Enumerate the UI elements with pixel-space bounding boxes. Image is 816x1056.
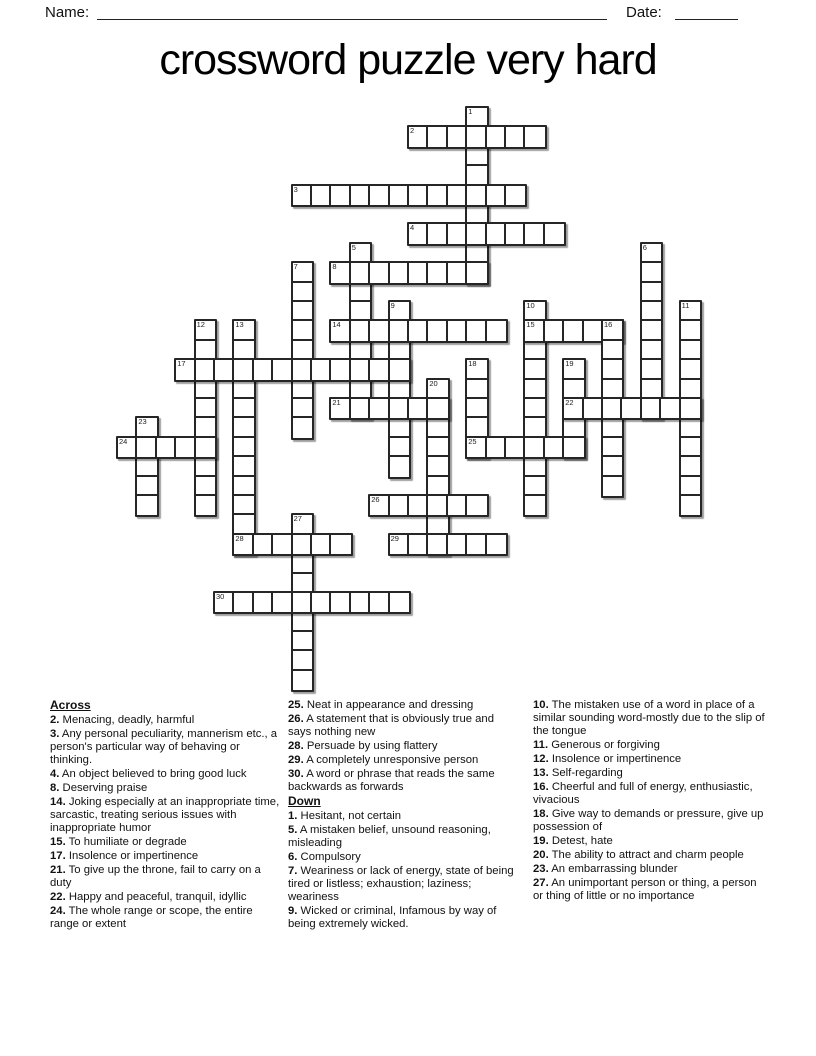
grid-cell[interactable]	[293, 321, 312, 340]
grid-cell[interactable]	[564, 321, 583, 340]
clue-number: 10.	[533, 699, 549, 711]
grid-cell[interactable]	[428, 457, 447, 476]
grid-cell[interactable]	[506, 224, 525, 243]
word-25-across	[465, 436, 585, 459]
grid-cell[interactable]	[603, 399, 622, 418]
grid-cell[interactable]	[351, 321, 370, 340]
grid-number-label: 3	[293, 184, 298, 194]
grid-cell[interactable]	[448, 496, 467, 515]
grid-number-label: 17	[177, 359, 186, 369]
grid-cell[interactable]	[467, 127, 486, 146]
clue-number: 25.	[288, 699, 304, 711]
clue-8: 8. Deserving praise	[50, 782, 148, 794]
grid-cell[interactable]	[428, 496, 447, 515]
clue-number: 5.	[288, 824, 298, 836]
clue-4: 4. An object believed to bring good luck	[50, 768, 247, 780]
clue-number: 18.	[533, 808, 549, 820]
clue-column-2	[288, 699, 517, 932]
word-8-across	[329, 261, 488, 284]
grid-cell[interactable]	[564, 418, 583, 437]
grid-cell[interactable]	[196, 380, 215, 399]
clue-10: 10. The mistaken use of a word in place of a similar sounding word-mostly due to the slip of the tongue	[533, 699, 765, 737]
grid-cell[interactable]	[370, 399, 389, 418]
grid-cell[interactable]	[448, 535, 467, 554]
clue-7: 7. Weariness or lack of energy, state of being tired or listless; exhaustion; laziness; weariness	[288, 865, 514, 903]
grid-cell[interactable]	[331, 535, 350, 554]
grid-cell[interactable]	[293, 554, 312, 573]
grid-cell[interactable]	[390, 321, 409, 340]
grid-cell[interactable]	[137, 477, 156, 496]
clue-13: 13. Self-regarding	[533, 767, 623, 779]
grid-cell[interactable]	[681, 438, 700, 457]
word-7-down	[291, 261, 314, 440]
grid-cell[interactable]	[293, 535, 312, 554]
clue-number: 30.	[288, 768, 304, 780]
grid-number-label: 13	[235, 320, 244, 330]
clue-number: 6.	[288, 851, 298, 863]
grid-cell[interactable]	[351, 263, 370, 282]
grid-cell[interactable]	[642, 341, 661, 360]
grid-cell[interactable]	[428, 535, 447, 554]
grid-cell[interactable]	[351, 186, 370, 205]
grid-cell[interactable]	[642, 263, 661, 282]
clue-6: 6. Compulsory	[288, 851, 361, 863]
down-heading: Down	[288, 794, 321, 808]
clue-number: 12.	[533, 753, 549, 765]
grid-cell[interactable]	[234, 380, 253, 399]
grid-cell[interactable]	[331, 593, 350, 612]
grid-cell[interactable]	[448, 321, 467, 340]
grid-cell[interactable]	[312, 535, 331, 554]
grid-cell[interactable]	[196, 457, 215, 476]
grid-cell[interactable]	[157, 438, 176, 457]
grid-cell[interactable]	[293, 418, 312, 437]
clue-number: 2.	[50, 714, 60, 726]
grid-cell[interactable]	[603, 341, 622, 360]
grid-cell[interactable]	[293, 651, 312, 670]
clue-23: 23. An embarrassing blunder	[533, 863, 678, 875]
grid-cell[interactable]	[196, 438, 215, 457]
grid-cell[interactable]	[254, 593, 273, 612]
grid-cell[interactable]	[467, 147, 486, 166]
grid-cell[interactable]	[234, 418, 253, 437]
grid-cell[interactable]	[642, 321, 661, 340]
date-label: Date:	[626, 4, 662, 21]
grid-cell[interactable]	[293, 612, 312, 631]
grid-cell[interactable]	[390, 399, 409, 418]
clue-3: 3. Any personal peculiarity, mannerism etc., a person's particular way of behaving or thinking.	[50, 728, 278, 766]
grid-cell[interactable]	[273, 360, 292, 379]
grid-cell[interactable]	[448, 224, 467, 243]
word-22-across	[562, 397, 702, 420]
clue-15: 15. To humiliate or degrade	[50, 836, 187, 848]
grid-cell[interactable]	[467, 399, 486, 418]
grid-cell[interactable]	[351, 593, 370, 612]
clue-number: 13.	[533, 767, 549, 779]
grid-cell[interactable]	[681, 360, 700, 379]
grid-cell[interactable]	[545, 224, 564, 243]
grid-cell[interactable]	[409, 496, 428, 515]
grid-cell[interactable]	[467, 496, 486, 515]
grid-number-label: 21	[332, 398, 341, 407]
grid-cell[interactable]	[137, 496, 156, 515]
grid-cell[interactable]	[273, 535, 292, 554]
grid-cell[interactable]	[196, 399, 215, 418]
grid-number-label: 15	[526, 320, 535, 330]
grid-cell[interactable]	[428, 438, 447, 457]
grid-cell[interactable]	[525, 399, 544, 418]
clue-number: 8.	[50, 782, 60, 794]
clue-22: 22. Happy and peaceful, tranquil, idyllic	[50, 891, 247, 903]
clue-16: 16. Cheerful and full of energy, enthusiastic, vivacious	[533, 781, 753, 806]
clue-14: 14. Joking especially at an inappropriate time, sarcastic, treating serious issues with inappropriate humor	[50, 796, 280, 834]
grid-cell[interactable]	[234, 399, 253, 418]
grid-number-label: 23	[138, 417, 147, 427]
grid-number-label: 24	[119, 436, 128, 446]
word-4-across	[407, 222, 566, 245]
clue-18: 18. Give way to demands or pressure, give up possession of	[533, 808, 764, 833]
clue-column-1	[50, 699, 280, 932]
word-28-across	[232, 533, 352, 556]
grid-cell[interactable]	[409, 321, 428, 340]
clue-number: 28.	[288, 740, 304, 752]
grid-number-label: 22	[565, 398, 574, 407]
clue-11: 11. Generous or forgiving	[533, 739, 660, 751]
clue-26: 26. A statement that is obviously true and says nothing new	[288, 713, 494, 738]
grid-cell[interactable]	[370, 360, 389, 379]
grid-cell[interactable]	[312, 593, 331, 612]
grid-cell[interactable]	[642, 399, 661, 418]
grid-cell[interactable]	[681, 496, 700, 515]
grid-number-label: 5	[351, 242, 356, 252]
grid-cell[interactable]	[681, 457, 700, 476]
clue-number: 4.	[50, 768, 60, 780]
grid-cell[interactable]	[603, 457, 622, 476]
grid-cell[interactable]	[603, 438, 622, 457]
clue-30: 30. A word or phrase that reads the same backwards as forwards	[288, 768, 495, 793]
across-heading: Across	[50, 698, 91, 712]
grid-number-label: 6	[642, 242, 647, 252]
grid-cell[interactable]	[234, 457, 253, 476]
grid-cell[interactable]	[409, 535, 428, 554]
grid-cell[interactable]	[234, 515, 253, 534]
grid-number-label: 29	[390, 533, 399, 543]
clue-5: 5. A mistaken belief, unsound reasoning, misleading	[288, 824, 491, 849]
word-17-across	[174, 358, 411, 381]
grid-cell[interactable]	[293, 671, 312, 690]
grid-cell[interactable]	[390, 593, 409, 612]
page-title: crossword puzzle very hard	[159, 36, 657, 84]
clue-number: 24.	[50, 905, 66, 917]
grid-cell[interactable]	[467, 186, 486, 205]
grid-cell[interactable]	[428, 399, 447, 418]
clue-number: 26.	[288, 713, 304, 725]
grid-cell[interactable]	[196, 496, 215, 515]
grid-cell[interactable]	[525, 438, 544, 457]
word-2-across	[407, 125, 547, 148]
grid-cell[interactable]	[584, 399, 603, 418]
clue-28: 28. Persuade by using flattery	[288, 740, 438, 752]
grid-cell[interactable]	[293, 380, 312, 399]
clue-number: 7.	[288, 865, 298, 877]
clue-number: 9.	[288, 905, 298, 917]
grid-number-label: 8	[332, 262, 337, 272]
grid-cell[interactable]	[525, 418, 544, 437]
grid-cell[interactable]	[390, 360, 409, 379]
grid-number-label: 7	[293, 262, 298, 272]
grid-cell[interactable]	[234, 593, 253, 612]
grid-cell[interactable]	[234, 477, 253, 496]
grid-cell[interactable]	[351, 283, 370, 302]
clue-number: 16.	[533, 781, 549, 793]
grid-cell[interactable]	[448, 263, 467, 282]
grid-cell[interactable]	[467, 418, 486, 437]
grid-cell[interactable]	[428, 186, 447, 205]
grid-cell[interactable]	[467, 224, 486, 243]
grid-cell[interactable]	[487, 224, 506, 243]
grid-cell[interactable]	[390, 496, 409, 515]
grid-cell[interactable]	[642, 302, 661, 321]
grid-cell[interactable]	[448, 127, 467, 146]
grid-cell[interactable]	[467, 380, 486, 399]
grid-cell[interactable]	[525, 360, 544, 379]
grid-cell[interactable]	[487, 535, 506, 554]
grid-cell[interactable]	[390, 457, 409, 476]
word-26-across	[368, 494, 488, 517]
grid-number-label: 30	[216, 592, 225, 601]
grid-number-label: 2	[410, 126, 415, 136]
clue-number: 1.	[288, 810, 298, 822]
clue-21: 21. To give up the throne, fail to carry on a duty	[50, 864, 261, 889]
word-14-across	[329, 319, 508, 342]
grid-cell[interactable]	[351, 399, 370, 418]
grid-cell[interactable]	[331, 360, 350, 379]
grid-cell[interactable]	[293, 283, 312, 302]
grid-cell[interactable]	[642, 283, 661, 302]
word-6-down	[640, 242, 663, 421]
word-12-down	[194, 319, 217, 517]
grid-cell[interactable]	[525, 380, 544, 399]
grid-cell[interactable]	[525, 224, 544, 243]
grid-cell[interactable]	[293, 399, 312, 418]
word-3-across	[291, 184, 528, 207]
grid-cell[interactable]	[293, 360, 312, 379]
word-23-down	[135, 416, 158, 517]
grid-cell[interactable]	[196, 360, 215, 379]
grid-number-label: 1	[468, 107, 473, 116]
grid-cell[interactable]	[409, 186, 428, 205]
grid-cell[interactable]	[467, 166, 486, 185]
clue-number: 19.	[533, 835, 549, 847]
grid-cell[interactable]	[370, 186, 389, 205]
grid-cell[interactable]	[428, 263, 447, 282]
clue-29: 29. A completely unresponsive person	[288, 754, 479, 766]
clue-number: 11.	[533, 739, 549, 751]
grid-cell[interactable]	[370, 321, 389, 340]
grid-cell[interactable]	[293, 632, 312, 651]
clue-number: 23.	[533, 863, 549, 875]
grid-number-label: 18	[468, 359, 477, 369]
grid-number-label: 9	[390, 301, 395, 310]
grid-cell[interactable]	[370, 593, 389, 612]
name-label: Name:	[45, 4, 90, 21]
grid-cell[interactable]	[428, 224, 447, 243]
clue-20: 20. The ability to attract and charm people	[533, 849, 744, 861]
grid-cell[interactable]	[409, 263, 428, 282]
clue-number: 14.	[50, 796, 66, 808]
grid-cell[interactable]	[525, 496, 544, 515]
grid-number-label: 14	[332, 320, 341, 330]
word-24-across	[116, 436, 217, 459]
clue-number: 21.	[50, 864, 66, 876]
grid-number-label: 20	[429, 378, 438, 388]
word-13-down	[232, 319, 255, 556]
grid-cell[interactable]	[409, 399, 428, 418]
grid-cell[interactable]	[525, 457, 544, 476]
clue-number: 20.	[533, 849, 549, 861]
grid-cell[interactable]	[681, 341, 700, 360]
grid-cell[interactable]	[506, 186, 525, 205]
grid-cell[interactable]	[390, 438, 409, 457]
grid-number-label: 10	[526, 301, 535, 310]
clue-number: 22.	[50, 891, 66, 903]
grid-cell[interactable]	[487, 438, 506, 457]
grid-cell[interactable]	[428, 127, 447, 146]
grid-cell[interactable]	[390, 263, 409, 282]
word-21-across	[329, 397, 449, 420]
grid-number-label: 16	[604, 320, 613, 330]
grid-number-label: 26	[371, 495, 380, 504]
grid-cell[interactable]	[390, 186, 409, 205]
grid-cell[interactable]	[681, 477, 700, 496]
grid-cell[interactable]	[467, 535, 486, 554]
grid-cell[interactable]	[564, 438, 583, 457]
grid-cell[interactable]	[681, 399, 700, 418]
clue-number: 29.	[288, 754, 304, 766]
grid-cell[interactable]	[603, 477, 622, 496]
grid-cell[interactable]	[254, 360, 273, 379]
word-30-across	[213, 591, 411, 614]
clue-12: 12. Insolence or impertinence	[533, 753, 682, 765]
clue-number: 27.	[533, 877, 549, 889]
clue-column-3	[533, 699, 765, 904]
grid-number-label: 4	[410, 223, 415, 233]
clue-2: 2. Menacing, deadly, harmful	[50, 714, 195, 726]
grid-cell[interactable]	[293, 302, 312, 321]
clue-number: 3.	[50, 728, 60, 740]
clue-25: 25. Neat in appearance and dressing	[288, 699, 474, 711]
clue-number: 17.	[50, 850, 66, 862]
grid-number-label: 28	[235, 533, 244, 543]
grid-cell[interactable]	[525, 127, 544, 146]
clue-19: 19. Detest, hate	[533, 835, 613, 847]
clue-17: 17. Insolence or impertinence	[50, 850, 199, 862]
grid-cell[interactable]	[603, 360, 622, 379]
grid-cell[interactable]	[196, 418, 215, 437]
clue-1: 1. Hesitant, not certain	[288, 810, 402, 822]
grid-cell[interactable]	[196, 477, 215, 496]
grid-number-label: 25	[468, 436, 477, 446]
grid-cell[interactable]	[234, 438, 253, 457]
grid-cell[interactable]	[428, 418, 447, 437]
grid-cell[interactable]	[312, 186, 331, 205]
grid-cell[interactable]	[351, 360, 370, 379]
grid-cell[interactable]	[642, 360, 661, 379]
grid-cell[interactable]	[176, 438, 195, 457]
grid-cell[interactable]	[681, 321, 700, 340]
grid-cell[interactable]	[428, 515, 447, 534]
grid-number-label: 11	[681, 301, 690, 310]
grid-cell[interactable]	[681, 418, 700, 437]
clue-24: 24. The whole range or scope, the entire range or extent	[50, 905, 253, 930]
grid-cell[interactable]	[467, 263, 486, 282]
grid-number-label: 27	[293, 514, 302, 524]
grid-cell[interactable]	[603, 418, 622, 437]
grid-cell[interactable]	[506, 438, 525, 457]
grid-cell[interactable]	[273, 593, 292, 612]
grid-cell[interactable]	[448, 186, 467, 205]
grid-cell[interactable]	[487, 321, 506, 340]
grid-cell[interactable]	[622, 399, 641, 418]
grid-cell[interactable]	[293, 593, 312, 612]
grid-cell[interactable]	[234, 360, 253, 379]
grid-cell[interactable]	[545, 321, 564, 340]
grid-cell[interactable]	[545, 438, 564, 457]
grid-cell[interactable]	[390, 418, 409, 437]
grid-number-label: 19	[565, 359, 574, 369]
grid-cell[interactable]	[234, 496, 253, 515]
grid-cell[interactable]	[428, 321, 447, 340]
grid-cell[interactable]	[312, 360, 331, 379]
grid-cell[interactable]	[487, 186, 506, 205]
clue-9: 9. Wicked or criminal, Infamous by way of being extremely wicked.	[288, 905, 497, 930]
grid-cell[interactable]	[506, 127, 525, 146]
word-29-across	[388, 533, 508, 556]
grid-cell[interactable]	[137, 438, 156, 457]
clue-27: 27. An unimportant person or thing, a person or thing of little or no importance	[533, 877, 757, 902]
clue-number: 15.	[50, 836, 66, 848]
grid-cell[interactable]	[487, 127, 506, 146]
grid-cell[interactable]	[661, 399, 680, 418]
grid-cell[interactable]	[137, 457, 156, 476]
grid-cell[interactable]	[467, 321, 486, 340]
grid-cell[interactable]	[331, 186, 350, 205]
grid-cell[interactable]	[525, 341, 544, 360]
grid-cell[interactable]	[215, 360, 234, 379]
grid-number-label: 12	[196, 320, 205, 330]
grid-cell[interactable]	[525, 477, 544, 496]
grid-cell[interactable]	[370, 263, 389, 282]
grid-cell[interactable]	[254, 535, 273, 554]
